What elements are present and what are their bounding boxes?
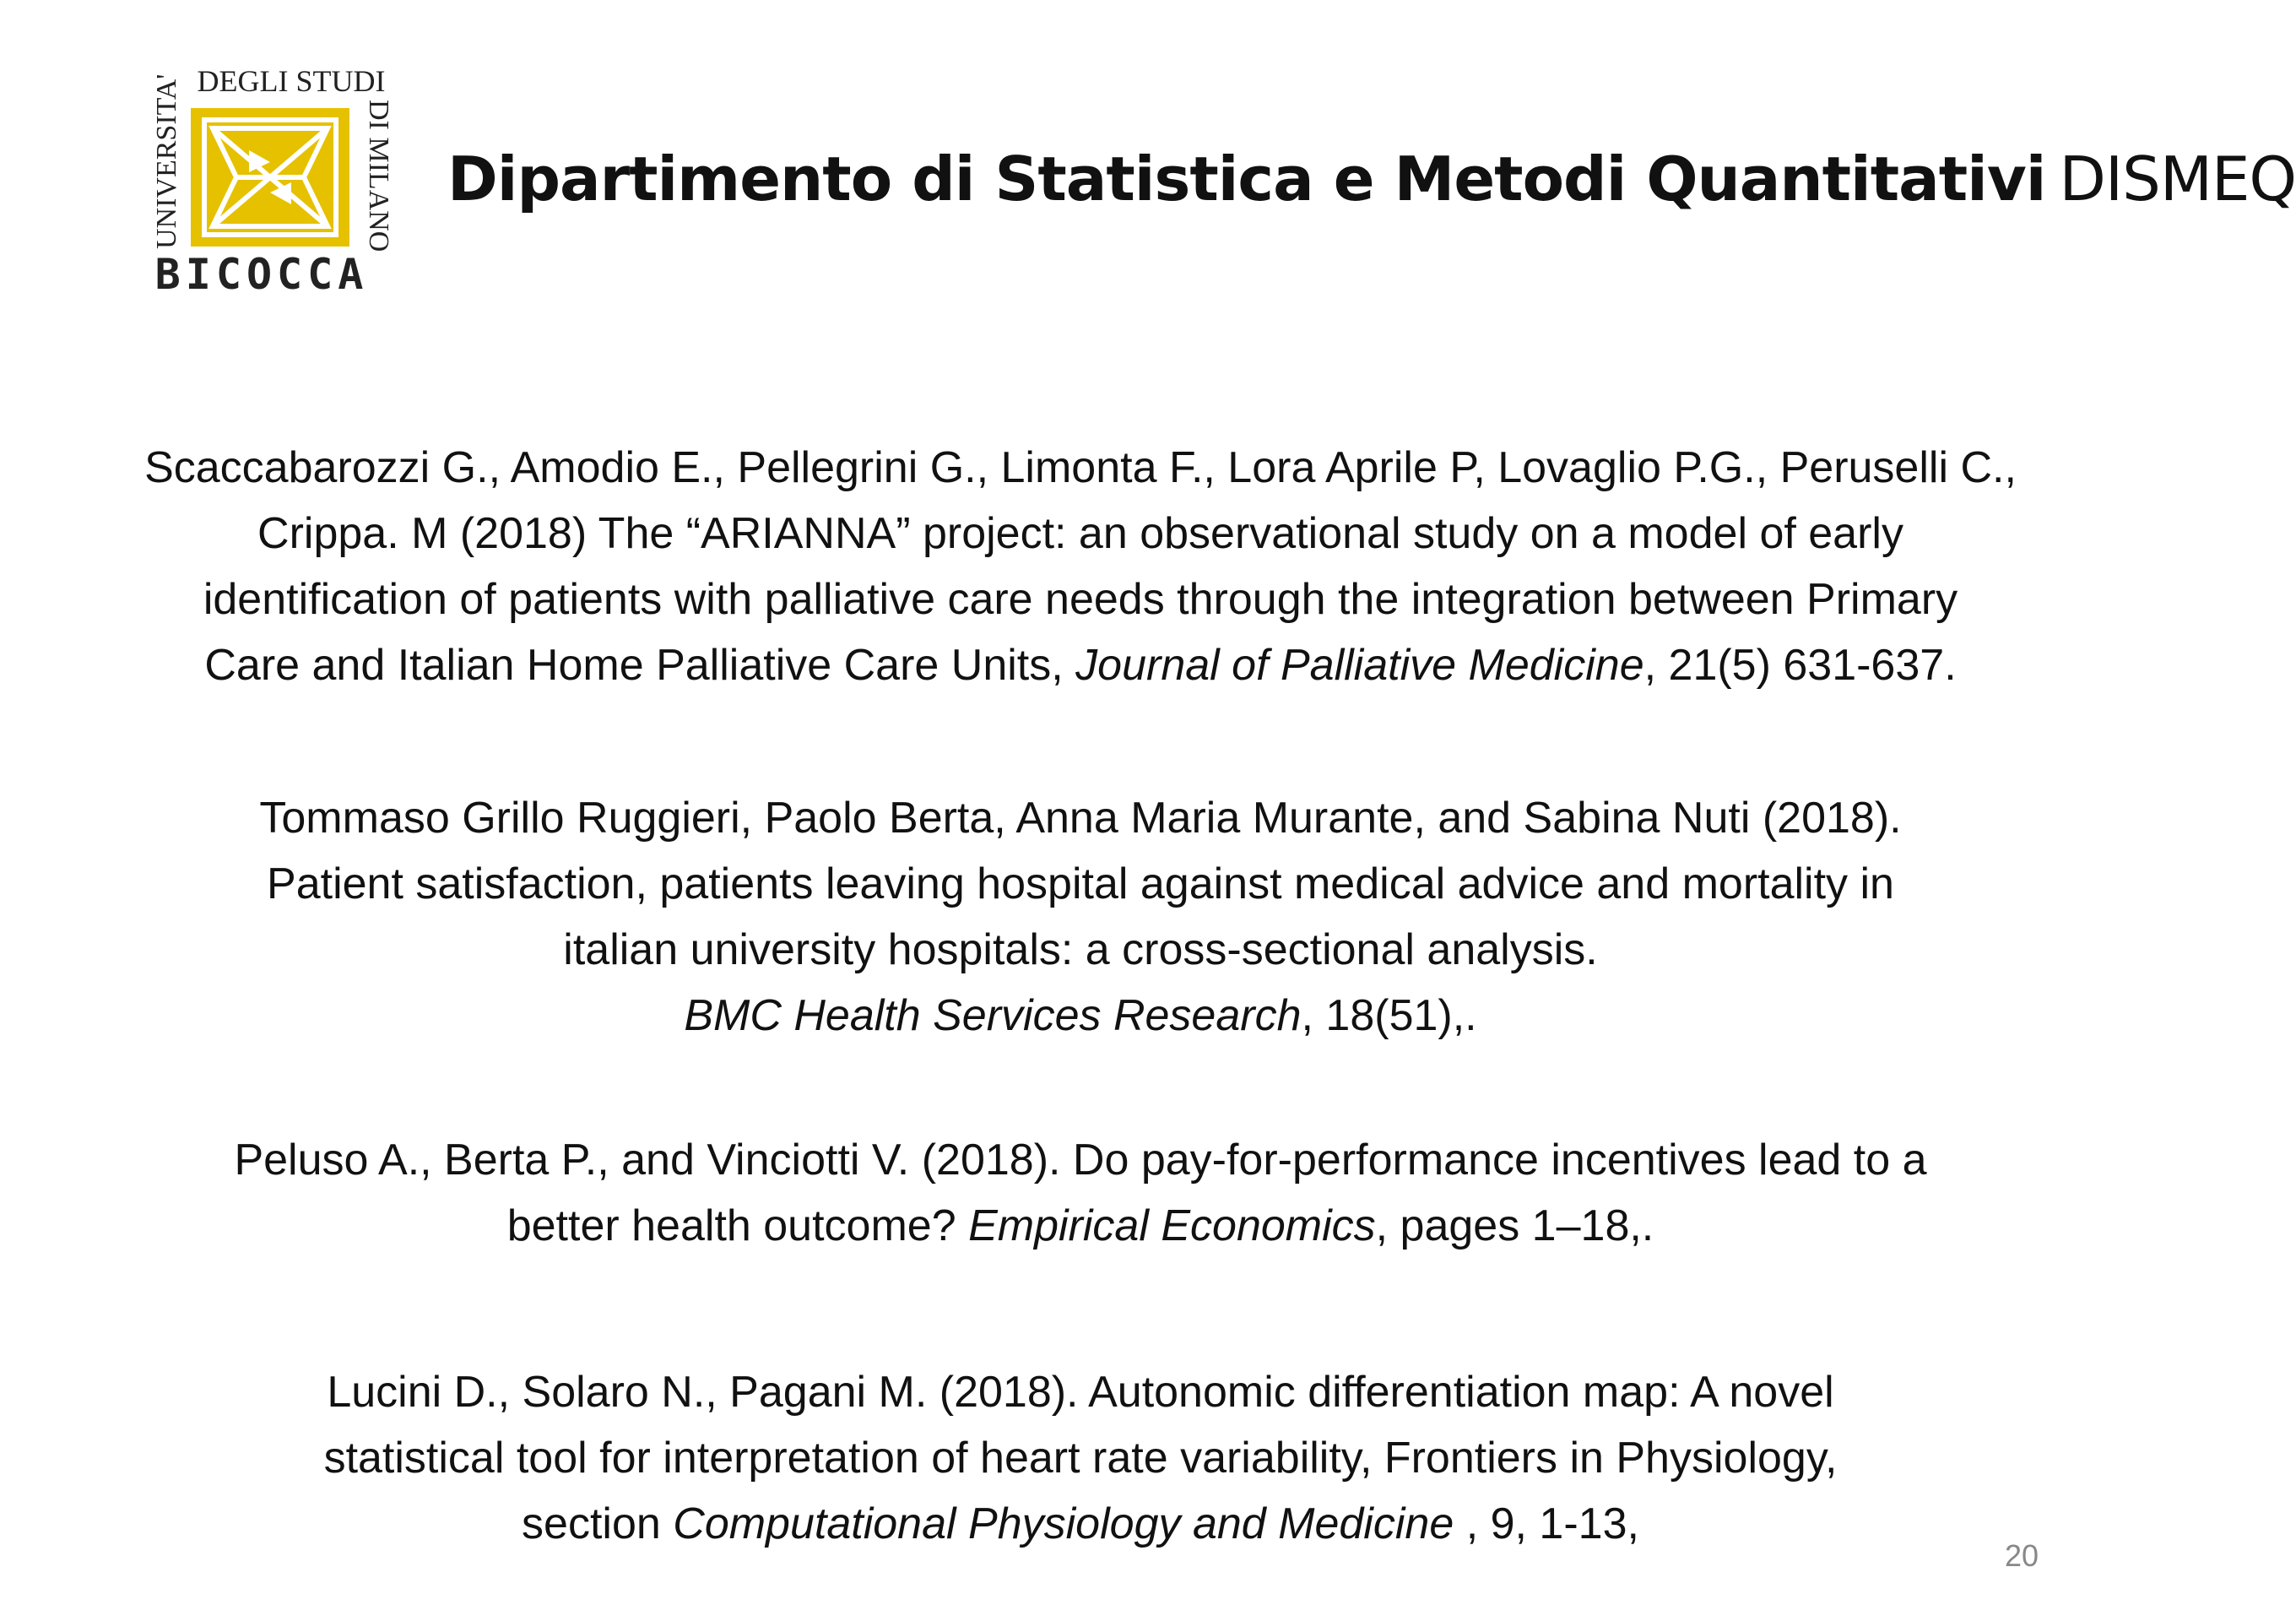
journal-title: Computational Physiology and Medicine <box>673 1499 1454 1548</box>
reference-citation: , pages 1–18,. <box>1375 1201 1654 1250</box>
reference-item <box>34 1127 2127 1259</box>
reference-citation: , 21(5) 631-637. <box>1643 641 1957 690</box>
reference-last-line <box>34 983 2127 1049</box>
journal-title: Journal of Palliative Medicine <box>1075 641 1644 690</box>
reference-text: Care and Italian Home Palliative Care Units, <box>204 641 1076 690</box>
logo-bottom-text: BICOCCA <box>154 250 369 299</box>
reference-line: statistical tool for interpretation of heart rate variability, Frontiers in Physiology, <box>323 1434 1838 1483</box>
reference-last-line <box>34 632 2127 698</box>
reference-text: better health outcome? <box>506 1201 969 1250</box>
reference-line: Patient satisfaction, patients leaving hospital against medical advice and mortality in <box>267 859 1894 908</box>
reference-list <box>34 0 2127 1621</box>
reference-line: Scaccabarozzi G., Amodio E., Pellegrini G., Limonta F., Lora Aprile P, Lovaglio P.G., Peruselli C., <box>144 443 2017 492</box>
reference-citation: , 18(51),. <box>1301 991 1477 1040</box>
reference-item <box>34 1359 2127 1557</box>
reference-citation: , 9, 1-13, <box>1454 1499 1639 1548</box>
reference-text: section <box>522 1499 674 1548</box>
page-number: 20 <box>2005 1538 2039 1573</box>
reference-item <box>34 435 2127 698</box>
logo-left-text: UNIVERSITA' <box>151 73 182 249</box>
reference-last-line <box>34 1193 2127 1259</box>
reference-line: Lucini D., Solaro N., Pagani M. (2018). Autonomic differentiation map: A novel <box>327 1368 1834 1417</box>
department-name: Dipartimento di Statistica e Metodi Quantitativi <box>447 144 2046 214</box>
reference-line: Tommaso Grillo Ruggieri, Paolo Berta, Anna Maria Murante, and Sabina Nuti (2018). <box>259 794 1902 843</box>
department-abbreviation: DISMEQ <box>2059 144 2296 214</box>
reference-last-line <box>34 1491 2127 1557</box>
logo-top-text: DEGLI STUDI <box>197 64 386 98</box>
reference-line: italian university hospitals: a cross-sectional analysis. <box>563 925 1598 974</box>
reference-line: Peluso A., Berta P., and Vinciotti V. (2018). Do pay-for-performance incentives lead to a <box>234 1136 1927 1185</box>
reference-line: identification of patients with palliative care needs through the integration between Primary <box>203 575 1958 624</box>
reference-item <box>34 785 2127 1049</box>
journal-title: BMC Health Services Research <box>684 991 1302 1040</box>
journal-title: Empirical Economics <box>968 1201 1376 1250</box>
reference-line: Crippa. M (2018) The “ARIANNA” project: an observational study on a model of early <box>257 509 1903 558</box>
logo-right-text: DI MILANO <box>363 100 394 252</box>
